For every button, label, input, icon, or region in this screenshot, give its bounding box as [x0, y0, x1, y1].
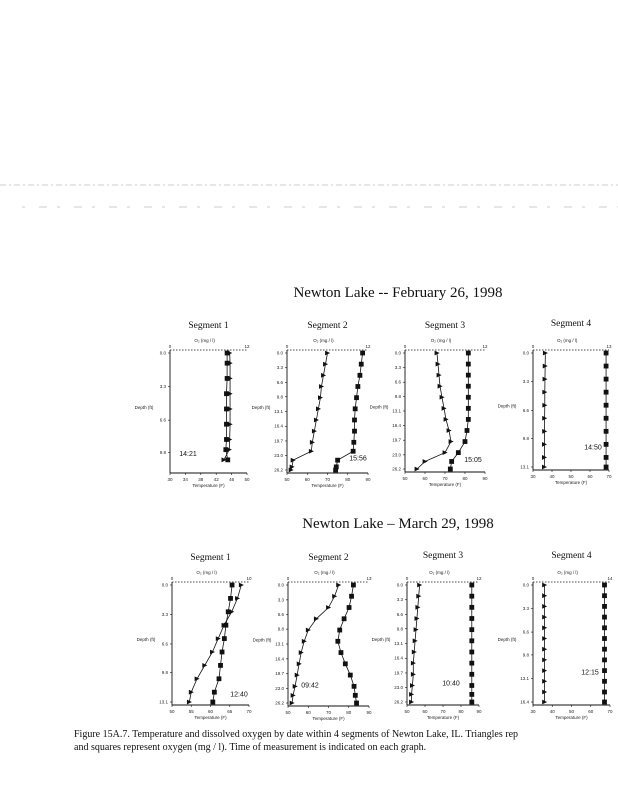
- temperature-tick-label: 30: [530, 709, 536, 714]
- oxygen-axis-label: O₂ (mg / l): [556, 338, 578, 343]
- temperature-tick-label: 90: [366, 710, 372, 715]
- depth-tick-label: 16.4: [392, 423, 401, 429]
- temperature-tick-label: 60: [304, 477, 310, 482]
- temperature-axis-label: Temperature (F): [194, 715, 227, 720]
- oxygen-marker: [352, 418, 357, 423]
- depth-tick-label: 9.8: [522, 435, 529, 441]
- oxygen-marker: [469, 692, 474, 697]
- depth-tick-label: 13.1: [275, 641, 284, 647]
- temperature-tick-label: 40: [549, 474, 555, 479]
- oxygen-marker: [351, 449, 356, 454]
- oxygen-tick-label: 0: [405, 576, 409, 581]
- temperature-tick-label: 60: [587, 474, 593, 479]
- oxygen-marker: [348, 673, 353, 678]
- depth-tick-label: 19.7: [274, 438, 283, 444]
- oxygen-tick-label: 12: [244, 344, 250, 349]
- oxygen-marker: [342, 616, 347, 621]
- depth-tick-label: 13.1: [274, 409, 283, 414]
- oxygen-marker: [604, 364, 609, 369]
- oxygen-marker: [469, 594, 474, 599]
- segment-title: Segment 2: [308, 553, 349, 563]
- temperature-axis-label: Temperature (F): [312, 716, 345, 721]
- measurement-time: 15:05: [464, 457, 482, 465]
- depth-tick-label: 3.3: [276, 365, 283, 371]
- depth-tick-label: 9.8: [276, 394, 283, 400]
- temperature-tick-label: 80: [346, 710, 352, 715]
- temperature-tick-label: 60: [422, 476, 428, 481]
- oxygen-marker: [466, 384, 471, 389]
- oxygen-tick-label: 10: [246, 576, 252, 581]
- temperature-tick-label: 30: [167, 477, 173, 482]
- temperature-series-line: [544, 353, 545, 467]
- depth-tick-label: 23.0: [394, 685, 403, 691]
- temperature-axis-label: Temperature (F): [428, 482, 462, 487]
- oxygen-tick-label: 0: [170, 576, 174, 581]
- depth-tick-label: 16.4: [274, 423, 283, 429]
- depth-tick-label: 6.6: [276, 379, 283, 385]
- temperature-marker: [202, 663, 207, 668]
- depth-tick-label: 6.6: [394, 379, 401, 385]
- oxygen-marker: [604, 455, 609, 460]
- depth-axis-label: Depth (ft): [136, 637, 156, 643]
- temperature-marker: [306, 628, 311, 633]
- depth-tick-label: 6.6: [522, 407, 529, 413]
- depth-tick-label: 3.3: [159, 384, 166, 390]
- profile-chart-7: [372, 551, 482, 720]
- temperature-tick-label: 80: [345, 477, 351, 482]
- temperature-marker: [332, 594, 337, 599]
- caption-line-2: and squares represent oxygen (mg / l). Time of measurement is indicated on each graph.: [74, 742, 427, 753]
- oxygen-marker: [222, 636, 227, 641]
- temperature-tick-label: 50: [568, 709, 575, 714]
- oxygen-marker: [210, 700, 215, 705]
- oxygen-marker: [212, 690, 217, 695]
- oxygen-marker: [335, 458, 340, 463]
- depth-tick-label: 13.1: [159, 699, 168, 705]
- oxygen-marker: [602, 625, 607, 630]
- oxygen-marker: [354, 395, 359, 400]
- oxygen-marker: [353, 406, 358, 411]
- depth-tick-label: 13.1: [394, 641, 403, 646]
- depth-tick-label: 9.8: [159, 450, 166, 456]
- segment-title: Segment 1: [190, 553, 231, 563]
- profile-chart-3: [370, 321, 488, 487]
- oxygen-marker: [469, 627, 474, 632]
- temperature-tick-label: 70: [440, 709, 446, 714]
- oxygen-marker: [358, 373, 363, 378]
- measurement-time: 14:21: [179, 450, 197, 458]
- oxygen-series-line: [226, 353, 228, 460]
- temperature-tick-label: 38: [198, 477, 204, 482]
- oxygen-marker: [469, 672, 474, 677]
- oxygen-marker: [604, 416, 609, 421]
- oxygen-tick-label: 13: [606, 344, 612, 349]
- oxygen-marker: [225, 351, 230, 356]
- depth-tick-label: 0.0: [277, 582, 284, 588]
- temperature-tick-label: 50: [285, 710, 291, 715]
- temperature-tick-label: 50: [404, 709, 410, 714]
- depth-tick-label: 9.8: [161, 670, 168, 676]
- depth-tick-label: 9.8: [394, 393, 401, 399]
- segment-title: Segment 2: [307, 321, 348, 331]
- oxygen-marker: [449, 459, 454, 464]
- depth-tick-label: 16.4: [275, 656, 284, 662]
- oxygen-tick-label: 0: [531, 344, 535, 349]
- temperature-tick-label: 70: [325, 710, 332, 715]
- depth-tick-label: 6.6: [161, 641, 168, 647]
- oxygen-marker: [230, 583, 235, 588]
- depth-tick-label: 26.2: [392, 466, 401, 472]
- oxygen-tick-label: 0: [403, 344, 407, 349]
- oxygen-marker: [225, 361, 230, 366]
- depth-tick-label: 26.2: [394, 699, 403, 705]
- temperature-tick-label: 55: [188, 709, 194, 714]
- oxygen-marker: [602, 679, 607, 684]
- oxygen-marker: [224, 407, 229, 412]
- oxygen-tick-label: 0: [285, 344, 289, 349]
- oxygen-tick-label: 12: [365, 344, 371, 349]
- depth-tick-label: 3.3: [522, 606, 529, 612]
- temperature-marker: [210, 650, 215, 655]
- oxygen-marker: [223, 447, 228, 452]
- oxygen-axis-label: O₂ (mg / l): [313, 338, 334, 343]
- depth-tick-label: 19.7: [275, 671, 284, 677]
- depth-tick-label: 19.7: [392, 437, 401, 443]
- depth-axis-label: Depth (ft): [371, 637, 391, 643]
- oxygen-marker: [349, 594, 354, 599]
- depth-tick-label: 9.8: [522, 652, 529, 658]
- oxygen-marker: [602, 647, 607, 652]
- temperature-tick-label: 70: [607, 709, 613, 714]
- oxygen-marker: [466, 362, 471, 367]
- oxygen-marker: [351, 440, 356, 445]
- temperature-tick-label: 90: [476, 709, 482, 714]
- temperature-axis-label: Temperature (F): [192, 483, 225, 488]
- temperature-tick-label: 70: [246, 709, 252, 714]
- oxygen-marker: [448, 467, 453, 472]
- oxygen-marker: [339, 650, 344, 655]
- depth-tick-label: 3.3: [277, 597, 284, 603]
- scan-artifact-lines: [0, 185, 618, 207]
- temperature-axis-label: Temperature (F): [426, 715, 460, 720]
- depth-tick-label: 6.6: [396, 611, 403, 617]
- oxygen-axis-label: O₂ (mg / l): [196, 570, 217, 575]
- temperature-tick-label: 80: [458, 709, 464, 714]
- figure-caption: [74, 728, 618, 754]
- oxygen-marker: [337, 628, 342, 633]
- oxygen-marker: [226, 609, 231, 614]
- oxygen-marker: [355, 384, 360, 389]
- oxygen-marker: [333, 468, 338, 473]
- oxygen-marker: [469, 661, 474, 666]
- oxygen-marker: [466, 395, 471, 400]
- oxygen-marker: [604, 442, 609, 447]
- oxygen-marker: [228, 596, 233, 601]
- oxygen-marker: [220, 650, 225, 655]
- temperature-marker: [443, 450, 448, 455]
- depth-axis-label: Depth (ft): [497, 403, 517, 409]
- temperature-tick-label: 30: [530, 474, 536, 479]
- oxygen-marker: [602, 583, 607, 588]
- segment-title: Segment 4: [550, 319, 592, 329]
- depth-tick-label: 3.3: [161, 611, 168, 617]
- measurement-time: 14:50: [584, 444, 602, 452]
- temperature-series-line: [417, 353, 451, 469]
- oxygen-marker: [354, 701, 359, 706]
- oxygen-marker: [353, 693, 358, 698]
- oxygen-marker: [604, 390, 609, 395]
- temperature-marker: [336, 583, 341, 588]
- depth-tick-label: 13.1: [520, 675, 529, 681]
- depth-axis-label: Depth (ft): [134, 405, 154, 411]
- oxygen-marker: [224, 422, 229, 427]
- oxygen-marker: [602, 668, 607, 673]
- oxygen-axis-label: O₂ (mg / l): [194, 338, 215, 343]
- depth-tick-label: 16.4: [394, 655, 403, 661]
- depth-axis-label: Depth (ft): [497, 637, 517, 643]
- depth-tick-label: 23.0: [392, 452, 401, 458]
- temperature-tick-label: 40: [549, 709, 555, 714]
- oxygen-marker: [465, 428, 470, 433]
- oxygen-marker: [469, 616, 474, 621]
- depth-tick-label: 6.6: [522, 629, 529, 635]
- oxygen-marker: [466, 373, 471, 378]
- measurement-time: 09:42: [301, 682, 319, 690]
- measurement-time: 12:40: [230, 691, 248, 699]
- oxygen-marker: [351, 583, 356, 588]
- temperature-tick-label: 60: [422, 709, 428, 714]
- profile-chart-1: [135, 321, 250, 488]
- oxygen-marker: [335, 639, 340, 644]
- depth-tick-label: 13.1: [392, 408, 401, 414]
- depth-tick-label: 9.8: [396, 626, 403, 632]
- measurement-time: 10:40: [442, 680, 460, 688]
- temperature-marker: [189, 690, 194, 695]
- depth-tick-label: 16.4: [520, 699, 529, 705]
- depth-tick-label: 23.0: [275, 686, 284, 692]
- oxygen-tick-label: 12: [476, 576, 482, 581]
- oxygen-marker: [466, 351, 471, 356]
- segment-title: Segment 4: [551, 551, 592, 561]
- oxygen-marker: [218, 663, 223, 668]
- temperature-tick-label: 90: [482, 476, 488, 481]
- depth-tick-label: 3.3: [396, 597, 403, 603]
- oxygen-marker: [469, 605, 474, 610]
- depth-tick-label: 0.0: [159, 350, 166, 356]
- depth-tick-label: 0.0: [394, 350, 401, 356]
- oxygen-marker: [469, 638, 474, 643]
- oxygen-marker: [466, 417, 471, 422]
- depth-axis-label: Depth (ft): [252, 637, 272, 643]
- oxygen-axis-label: O₂ (mg / l): [429, 570, 450, 575]
- oxygen-marker: [602, 593, 607, 598]
- depth-tick-label: 26.2: [275, 700, 284, 706]
- temperature-tick-label: 50: [284, 477, 290, 482]
- temperature-tick-label: 34: [182, 477, 188, 482]
- oxygen-axis-label: O₂ (mg / l): [557, 570, 578, 575]
- oxygen-marker: [602, 604, 607, 609]
- temperature-tick-label: 50: [568, 474, 574, 479]
- oxygen-marker: [224, 391, 229, 396]
- temperature-marker: [216, 636, 221, 641]
- depth-tick-label: 0.0: [522, 582, 529, 588]
- oxygen-marker: [463, 439, 468, 444]
- depth-tick-label: 0.0: [161, 582, 168, 588]
- temperature-tick-label: 50: [244, 477, 250, 482]
- temperature-tick-label: 90: [365, 477, 371, 482]
- oxygen-axis-label: O₂ (mg / l): [430, 338, 452, 343]
- temperature-series-line: [189, 585, 241, 702]
- oxygen-axis-label: O₂ (mg / l): [314, 570, 335, 575]
- temperature-tick-label: 50: [402, 476, 408, 481]
- segment-title: Segment 3: [422, 551, 464, 561]
- oxygen-marker: [225, 457, 230, 462]
- temperature-marker: [195, 676, 200, 681]
- oxygen-marker: [343, 661, 348, 666]
- oxygen-marker: [469, 650, 474, 655]
- oxygen-marker: [347, 605, 352, 610]
- temperature-tick-label: 50: [169, 709, 175, 714]
- temperature-tick-label: 60: [588, 709, 594, 714]
- depth-tick-label: 3.3: [522, 379, 529, 385]
- oxygen-tick-label: 13: [366, 576, 372, 581]
- profile-chart-8: [498, 551, 613, 720]
- oxygen-marker: [469, 683, 474, 688]
- oxygen-marker: [602, 690, 607, 695]
- oxygen-tick-label: 0: [286, 576, 290, 581]
- measurement-time: 15:56: [349, 455, 367, 463]
- oxygen-marker: [604, 429, 609, 434]
- oxygen-marker: [217, 676, 222, 681]
- depth-tick-label: 3.3: [394, 365, 401, 371]
- profile-chart-2: [252, 321, 371, 488]
- depth-tick-label: 6.6: [159, 417, 166, 423]
- temperature-tick-label: 70: [324, 477, 331, 482]
- depth-tick-label: 19.7: [394, 670, 403, 676]
- caption-line-1: Figure 15A.7. Temperature and dissolved oxygen by date within 4 segments of Newton Lake, IL. Triangles rep: [74, 729, 519, 740]
- temperature-tick-label: 60: [305, 710, 311, 715]
- oxygen-marker: [602, 700, 607, 705]
- temperature-marker: [423, 459, 428, 464]
- depth-tick-label: 6.6: [277, 612, 284, 618]
- oxygen-tick-label: 14: [607, 576, 613, 581]
- depth-axis-label: Depth (ft): [369, 404, 389, 410]
- oxygen-series-line: [336, 353, 363, 470]
- oxygen-marker: [359, 362, 364, 367]
- oxygen-marker: [466, 406, 471, 411]
- segment-title: Segment 1: [188, 321, 229, 331]
- temperature-tick-label: 70: [442, 476, 448, 481]
- oxygen-marker: [352, 684, 357, 689]
- oxygen-marker: [602, 658, 607, 663]
- temperature-tick-label: 65: [227, 709, 233, 714]
- temperature-marker: [239, 583, 244, 588]
- oxygen-marker: [224, 437, 229, 442]
- depth-tick-label: 0.0: [396, 582, 403, 588]
- depth-tick-label: 23.0: [274, 453, 283, 459]
- segment-title: Segment 3: [424, 321, 466, 331]
- temperature-axis-label: Temperature (F): [554, 480, 588, 485]
- profile-chart-5: [137, 553, 252, 720]
- profile-chart-4: [498, 319, 612, 485]
- oxygen-marker: [225, 376, 230, 381]
- oxygen-marker: [604, 351, 609, 356]
- depth-tick-label: 13.1: [520, 464, 529, 470]
- oxygen-marker: [352, 429, 357, 434]
- oxygen-marker: [602, 615, 607, 620]
- oxygen-marker: [456, 450, 461, 455]
- measurement-time: 12:15: [581, 669, 599, 677]
- temperature-tick-label: 70: [606, 474, 612, 479]
- depth-tick-label: 0.0: [276, 350, 283, 356]
- temperature-tick-label: 46: [229, 477, 235, 482]
- oxygen-marker: [602, 636, 607, 641]
- oxygen-marker: [469, 583, 474, 588]
- temperature-marker: [326, 605, 331, 610]
- temperature-tick-label: 42: [213, 477, 219, 482]
- profile-chart-6: [253, 553, 372, 721]
- oxygen-tick-label: 12: [482, 344, 488, 349]
- depth-axis-label: Depth (ft): [251, 405, 271, 411]
- oxygen-marker: [224, 623, 229, 628]
- oxygen-marker: [604, 403, 609, 408]
- oxygen-tick-label: 0: [531, 576, 535, 581]
- oxygen-marker: [360, 351, 365, 356]
- oxygen-tick-label: 0: [168, 344, 172, 349]
- depth-tick-label: 0.0: [522, 350, 529, 356]
- panel-title-march: Newton Lake – March 29, 1998: [302, 516, 494, 532]
- oxygen-marker: [604, 465, 609, 470]
- oxygen-marker: [469, 700, 474, 705]
- temperature-tick-label: 80: [462, 476, 468, 481]
- depth-tick-label: 9.8: [277, 626, 284, 632]
- temperature-marker: [302, 639, 307, 644]
- temperature-tick-label: 60: [207, 709, 214, 714]
- temperature-axis-label: Temperature (F): [555, 715, 588, 720]
- depth-tick-label: 26.2: [274, 467, 283, 473]
- oxygen-marker: [604, 377, 609, 382]
- temperature-axis-label: Temperature (F): [311, 483, 344, 488]
- panel-title-february: Newton Lake -- February 26, 1998: [293, 285, 503, 301]
